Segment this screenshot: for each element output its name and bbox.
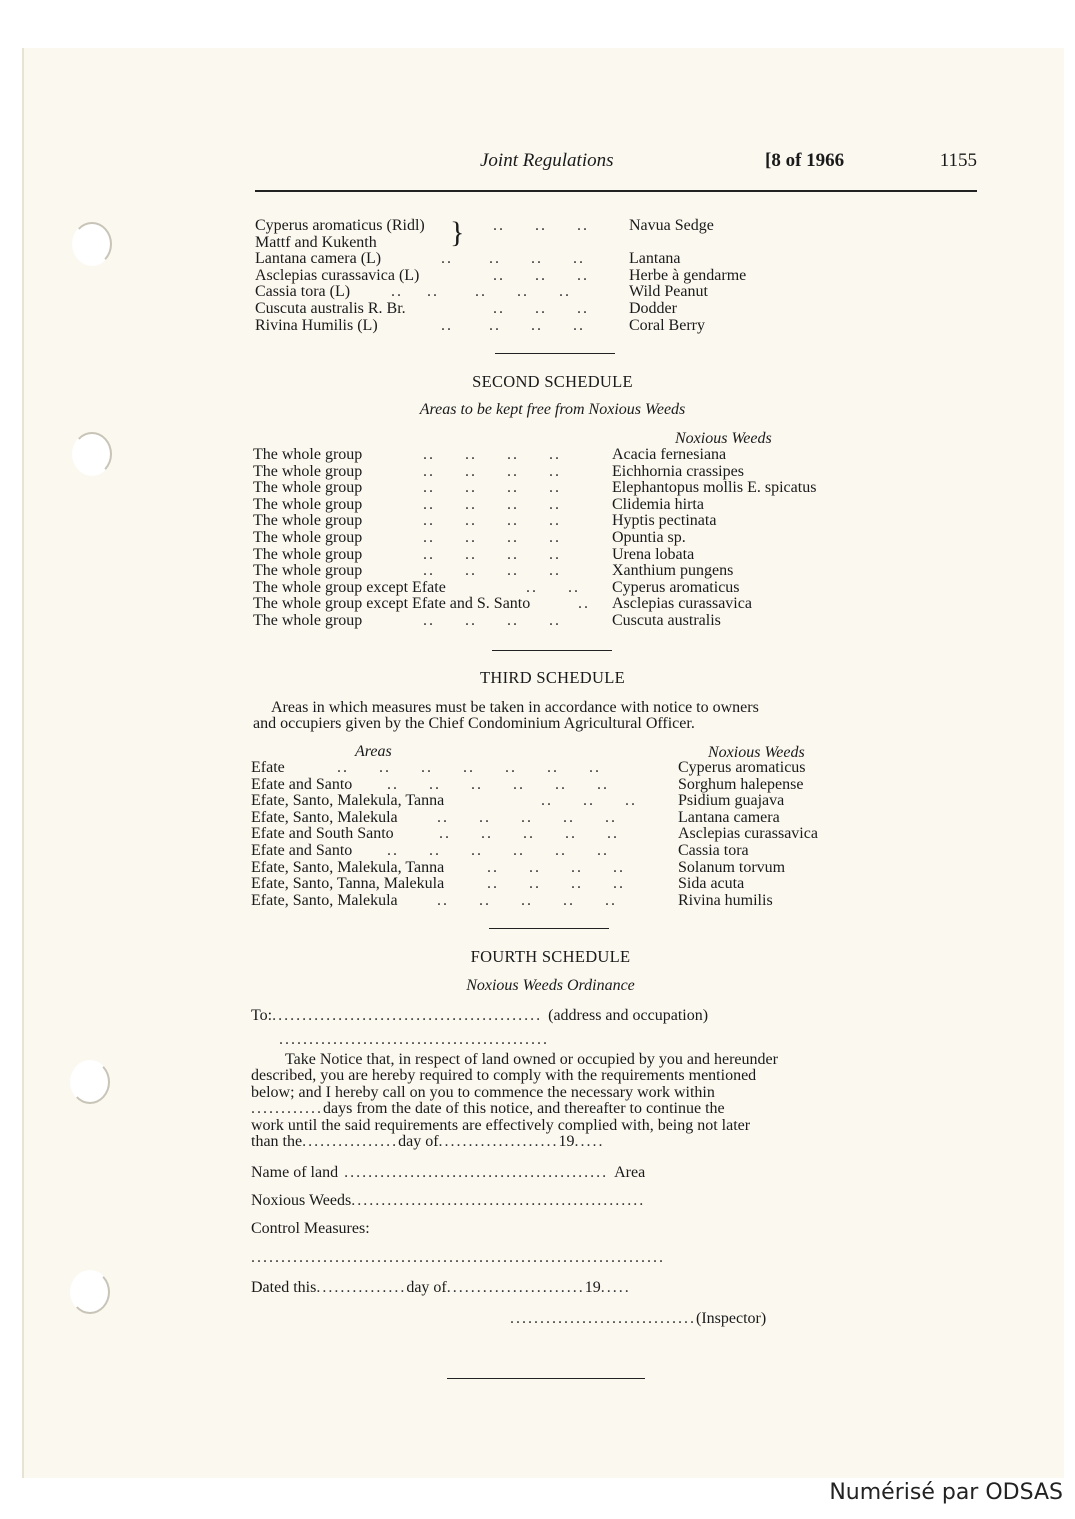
list-item: [255, 268, 815, 285]
area-cell: Efate: [251, 759, 285, 776]
weed-name: Cuscuta australis R. Br.: [255, 299, 406, 317]
weed-name: Mattf and Kukenth: [255, 233, 377, 251]
leader-dots: .. .. .. ..: [423, 545, 561, 563]
to-line: [251, 1007, 851, 1025]
fill-dots: .....................................................................: [251, 1249, 665, 1266]
list-item: [255, 235, 815, 252]
punch-hole: [70, 1270, 110, 1314]
weed-cell: Cuscuta australis: [612, 611, 721, 629]
to-suffix: (address and occupation): [548, 1007, 709, 1024]
table-row: [253, 613, 863, 630]
weed-cell: Clidemia hirta: [612, 495, 704, 513]
leader-dots: ..: [578, 595, 590, 613]
table-row: [253, 563, 863, 580]
table-row: [251, 826, 851, 843]
notice-text: day of: [398, 1133, 439, 1151]
leader-dots: .. .. .. ..: [423, 528, 561, 546]
table-row: [251, 843, 851, 860]
leader-dots: .. .. .. ..: [423, 446, 561, 463]
weed-cell: Urena lobata: [612, 545, 695, 563]
table-row: [251, 777, 851, 794]
table-row: [253, 497, 863, 514]
list-item: [255, 301, 815, 318]
fill-dots: .............................................: [272, 1007, 549, 1024]
dated-this-label: Dated this: [251, 1279, 317, 1296]
header-title: Joint Regulations: [480, 150, 614, 171]
table-row: [253, 480, 863, 497]
fill-dots: ................: [302, 1133, 399, 1151]
weed-name: Cyperus aromaticus (Ridl): [255, 217, 425, 234]
table-row: [253, 513, 863, 530]
first-schedule-list: [255, 218, 815, 334]
notice-paragraph: [251, 1052, 848, 1150]
leader-dots: .. .. .. ..: [487, 858, 625, 876]
weed-name: Lantana camera (L): [255, 250, 382, 268]
weed-cell: Elephantopus mollis E. spicatus: [612, 479, 817, 497]
column-header-weeds: Noxious Weeds: [708, 744, 805, 761]
notice-line: [251, 1134, 848, 1150]
day-of-label: day of: [406, 1279, 447, 1296]
weed-cell: Acacia fernesiana: [612, 446, 727, 463]
fill-dots: .....: [574, 1133, 605, 1151]
common-name: Herbe à gendarme: [629, 266, 747, 284]
table-row: [251, 760, 851, 777]
table-row: [253, 596, 863, 613]
leader-dots: .. .. .. ..: [423, 462, 561, 480]
weed-cell: Solanum torvum: [678, 858, 786, 876]
table-row: [253, 447, 863, 464]
table-row: [251, 810, 851, 827]
leader-dots: .. .. .. ..: [441, 250, 585, 268]
noxious-weeds-label: Noxious Weeds: [251, 1192, 352, 1209]
notice-text: 19: [558, 1133, 575, 1151]
area-cell: The whole group: [253, 462, 363, 480]
fourth-schedule-title: FOURTH SCHEDULE: [470, 947, 631, 966]
fill-dots: .......................: [446, 1279, 585, 1296]
notice-line: Take Notice that, in respect of land owned or occupied by you and hereunder: [285, 1051, 778, 1068]
weed-cell: Psidium guajava: [678, 792, 785, 810]
weed-cell: Asclepias curassavica: [612, 595, 752, 613]
weed-cell: Cyperus aromaticus: [678, 759, 806, 776]
area-cell: The whole group except Efate and S. Santo: [253, 595, 531, 613]
third-schedule-list: [251, 760, 851, 909]
digitization-credit: Numérisé par ODSAS: [829, 1480, 1063, 1505]
leader-dots: .. .. .. ..: [423, 512, 561, 530]
table-row: [253, 547, 863, 564]
weed-name: Cassia tora (L): [255, 283, 351, 301]
area-cell: Efate and Santo: [251, 841, 353, 859]
table-row: [253, 530, 863, 547]
weed-cell: Opuntia sp.: [612, 528, 686, 546]
area-cell: The whole group: [253, 446, 363, 463]
fill-dots: ............................................: [338, 1164, 615, 1181]
table-row: [251, 893, 851, 910]
third-schedule-title: THIRD SCHEDULE: [480, 668, 625, 687]
weed-cell: Rivina humilis: [678, 891, 773, 909]
intro-line: Areas in which measures must be taken in accordance with notice to owners: [271, 699, 759, 716]
list-item: [255, 218, 815, 235]
common-name: Navua Sedge: [629, 217, 714, 234]
leader-dots: .. .. .. ..: [441, 316, 585, 334]
area-cell: Efate and South Santo: [251, 825, 394, 843]
to-label: To:: [251, 1007, 273, 1024]
list-item: [255, 284, 815, 301]
area-cell: Efate, Santo, Tanna, Malekula: [251, 875, 445, 893]
notice-line: below; and I hereby call on you to commence the necessary work within: [251, 1083, 715, 1101]
common-name: Dodder: [629, 299, 677, 317]
weed-cell: Xanthium pungens: [612, 562, 734, 580]
notice-line: work until the said requirements are effectively complied with, being not later: [251, 1116, 751, 1134]
weed-cell: Asclepias curassavica: [678, 825, 818, 843]
table-row: [253, 580, 863, 597]
leader-dots: .. .. .. .. ..: [437, 891, 617, 909]
leader-dots: .. .. .. .. .. ..: [387, 775, 609, 793]
area-cell: The whole group: [253, 562, 363, 580]
area-cell: Efate, Santo, Malekula, Tanna: [251, 858, 445, 876]
area-cell: The whole group: [253, 611, 363, 629]
leader-dots: .. .. .. .. .. ..: [387, 841, 609, 859]
area-label: Area: [614, 1164, 646, 1181]
fill-dots: .................................................: [351, 1192, 646, 1209]
section-divider: [492, 650, 612, 651]
header-rule: [255, 190, 977, 192]
common-name: Lantana: [629, 250, 681, 268]
punch-hole: [72, 222, 112, 266]
leader-dots: .. .. .. ..: [423, 479, 561, 497]
notice-text: than the: [251, 1133, 303, 1151]
common-name: Coral Berry: [629, 316, 705, 334]
leader-dots: .. .. ..: [493, 217, 589, 234]
page-number: 1155: [939, 150, 977, 171]
weed-cell: Cassia tora: [678, 841, 749, 859]
area-cell: Efate, Santo, Malekula, Tanna: [251, 792, 445, 810]
fill-dots: ....................: [438, 1133, 559, 1151]
fill-dots: ............: [251, 1100, 323, 1118]
area-cell: The whole group: [253, 528, 363, 546]
weed-cell: Sorghum halepense: [678, 775, 804, 793]
inspector-label: (Inspector): [696, 1310, 767, 1327]
leader-dots: .. ..: [526, 578, 580, 596]
area-cell: Efate and Santo: [251, 775, 353, 793]
table-row: [253, 464, 863, 481]
table-row: [251, 860, 851, 877]
notice-line: [251, 1101, 848, 1117]
area-cell: The whole group: [253, 479, 363, 497]
weed-cell: Cyperus aromaticus: [612, 578, 740, 596]
end-rule: [447, 1378, 645, 1379]
leader-dots: .. .. .. ..: [487, 875, 625, 893]
running-header: [255, 150, 977, 178]
year-label: 19: [584, 1279, 601, 1296]
area-cell: The whole group except Efate: [253, 578, 446, 596]
fill-dots: ...............................: [510, 1310, 696, 1327]
name-of-land-line: [251, 1164, 645, 1182]
second-schedule-subtitle: Areas to be kept free from Noxious Weeds: [419, 401, 686, 418]
leader-dots: .. .. .. .. ..: [439, 825, 619, 843]
weed-cell: Lantana camera: [678, 808, 780, 826]
leader-dots: .. .. ..: [493, 266, 589, 284]
list-item: [255, 251, 815, 268]
intro-line: and occupiers given by the Chief Condominium Agricultural Officer.: [253, 715, 695, 732]
area-cell: The whole group: [253, 512, 363, 530]
fill-dots: .............................................: [279, 1031, 549, 1048]
fill-dots: ...............: [316, 1279, 407, 1296]
table-row: [251, 793, 851, 810]
area-cell: The whole group: [253, 545, 363, 563]
leader-dots: .. .. ..: [541, 792, 637, 810]
common-name: Wild Peanut: [629, 283, 708, 301]
area-cell: Efate, Santo, Malekula: [251, 891, 398, 909]
name-of-land-label: Name of land: [251, 1164, 339, 1181]
header-ordinance-ref: [8 of 1966: [765, 150, 845, 171]
noxious-weeds-line: [251, 1192, 645, 1210]
area-cell: The whole group: [253, 495, 363, 513]
column-header-areas: Areas: [355, 743, 392, 760]
leader-dots: .. .. .. ..: [423, 495, 561, 513]
weed-name: Rivina Humilis (L): [255, 316, 378, 334]
control-measures-label: Control Measures:: [251, 1220, 370, 1237]
leader-dots: .. .. ..: [493, 299, 589, 317]
fill-dots: .....: [600, 1279, 631, 1296]
table-row: [251, 876, 851, 893]
second-schedule-title: SECOND SCHEDULE: [472, 372, 633, 391]
weed-cell: Hyptis pectinata: [612, 512, 717, 530]
fourth-schedule-subtitle: Noxious Weeds Ordinance: [466, 977, 635, 994]
list-item: [255, 318, 815, 335]
leader-dots: .. .. .. .. ..: [437, 808, 617, 826]
column-header: Noxious Weeds: [675, 430, 772, 447]
leader-dots: .. .. .. ..: [423, 562, 561, 580]
section-divider: [495, 353, 615, 354]
punch-hole: [70, 1060, 110, 1104]
area-cell: Efate, Santo, Malekula: [251, 808, 398, 826]
section-divider: [489, 928, 609, 929]
inspector-line: [510, 1310, 766, 1328]
leader-dots: .. .. .. .. .. .. ..: [337, 759, 601, 776]
weed-name: Asclepias curassavica (L): [255, 266, 420, 284]
weed-cell: Sida acuta: [678, 875, 745, 893]
weed-cell: Eichhornia crassipes: [612, 462, 744, 480]
brace-mark: }: [450, 216, 465, 249]
dated-line: [251, 1279, 631, 1297]
notice-line: described, you are hereby required to comply with the requirements mentioned: [251, 1067, 757, 1085]
leader-dots: .. .. .. ..: [423, 611, 561, 629]
punch-hole: [72, 432, 112, 476]
leader-dots: .. .. .. .. ..: [391, 283, 571, 301]
notice-line-text: days from the date of this notice, and thereafter to continue the: [323, 1100, 725, 1118]
second-schedule-list: [253, 447, 863, 630]
